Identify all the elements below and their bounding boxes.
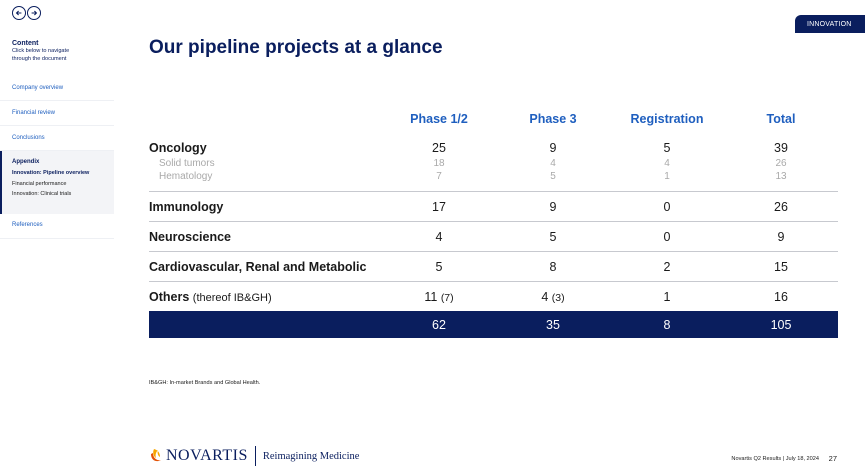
logo-wordmark: NOVARTIS <box>166 447 248 464</box>
sub-cell: 1 <box>664 171 670 182</box>
row-label <box>149 290 272 304</box>
cell: 5 <box>663 141 671 155</box>
footer-info: Novartis Q2 Results | July 18, 2024 <box>731 456 819 462</box>
page-number: 27 <box>828 454 837 463</box>
content-sub-1: Click below to navigate <box>12 48 70 54</box>
others-v1-paren: (7) <box>440 292 454 304</box>
cell: 26 <box>774 200 788 214</box>
table-row-total <box>149 311 838 338</box>
cell: 1 <box>663 290 671 304</box>
nav-arrows <box>12 6 41 20</box>
cell: 4 <box>435 230 443 244</box>
page-title: Our pipeline projects at a glance <box>149 37 443 58</box>
table-row-neuroscience <box>149 221 838 251</box>
total-cell: 35 <box>546 318 560 332</box>
sidebar-sub-financial-performance[interactable]: Financial performance <box>12 180 67 187</box>
row-label: Neuroscience <box>149 230 231 244</box>
row-label: Oncology <box>149 141 207 155</box>
logo-divider <box>255 446 256 466</box>
row-label: Immunology <box>149 200 224 214</box>
sidebar-item-references[interactable]: References <box>0 214 114 239</box>
sub-cell: 26 <box>775 158 787 169</box>
cell: 8 <box>549 260 557 274</box>
sub-cell: 18 <box>433 158 445 169</box>
sub-row-label: Solid tumors <box>159 158 215 169</box>
cell: 15 <box>774 260 788 274</box>
table-row-immunology <box>149 191 838 221</box>
sub-row-label: Hematology <box>159 171 213 182</box>
novartis-logo <box>149 446 359 466</box>
cell: 17 <box>432 200 446 214</box>
table-row-others <box>149 281 838 311</box>
pipeline-table <box>149 112 838 338</box>
content-sub-2: through the document <box>12 56 67 62</box>
forward-arrow-icon[interactable] <box>27 6 41 20</box>
row-label: Cardiovascular, Renal and Metabolic <box>149 260 367 274</box>
total-cell: 62 <box>432 318 446 332</box>
logo-tagline: Reimagining Medicine <box>262 450 360 462</box>
sidebar-sub-pipeline-overview[interactable]: Innovation: Pipeline overview <box>12 170 90 176</box>
cell: 2 <box>663 260 671 274</box>
sub-cell: 4 <box>664 158 670 169</box>
sidebar-item-appendix[interactable]: Appendix <box>12 159 40 165</box>
cell: 0 <box>663 230 671 244</box>
back-arrow-icon[interactable] <box>12 6 26 20</box>
sub-cell: 4 <box>550 158 556 169</box>
footnote: IB&GH: In-market Brands and Global Health. <box>149 380 261 386</box>
cell: 0 <box>663 200 671 214</box>
sidebar-sub-clinical-trials[interactable]: Innovation: Clinical trials <box>12 191 72 197</box>
others-v2-paren: (3) <box>551 292 565 304</box>
cell <box>424 290 453 304</box>
header-registration: Registration <box>630 112 704 126</box>
content-header <box>12 40 112 63</box>
content-title: Content <box>12 40 39 47</box>
others-label-paren: (thereof IB&GH) <box>192 292 272 304</box>
others-v2: 4 <box>541 290 549 304</box>
others-v1: 11 <box>424 290 438 304</box>
sidebar-item-financial-review[interactable]: Financial review <box>0 101 114 126</box>
table-header <box>149 112 838 130</box>
table-row-cardiovascular <box>149 251 838 281</box>
cell: 5 <box>435 260 443 274</box>
sub-cell: 13 <box>775 171 787 182</box>
sub-cell: 7 <box>436 171 442 182</box>
section-badge: INNOVATION <box>795 15 865 33</box>
header-phase-1-2: Phase 1/2 <box>410 112 468 126</box>
cell: 5 <box>549 230 557 244</box>
cell: 16 <box>774 290 788 304</box>
sidebar-item-conclusions[interactable]: Conclusions <box>0 126 114 151</box>
others-label: Others <box>149 290 190 304</box>
sub-cell: 5 <box>550 171 556 182</box>
cell <box>541 290 564 304</box>
cell: 25 <box>432 141 446 155</box>
cell: 9 <box>777 230 785 244</box>
cell: 9 <box>549 141 557 155</box>
total-cell: 105 <box>770 318 792 332</box>
total-cell: 8 <box>663 318 671 332</box>
sidebar-item-company-overview[interactable]: Company overview <box>0 76 114 101</box>
table-row-oncology <box>149 134 838 180</box>
sidebar <box>0 0 114 472</box>
cell: 39 <box>774 141 788 155</box>
sidebar-appendix <box>0 151 114 214</box>
cell: 9 <box>549 200 557 214</box>
flame-logo-icon <box>149 447 163 465</box>
header-total: Total <box>766 112 796 126</box>
header-phase-3: Phase 3 <box>529 112 577 126</box>
